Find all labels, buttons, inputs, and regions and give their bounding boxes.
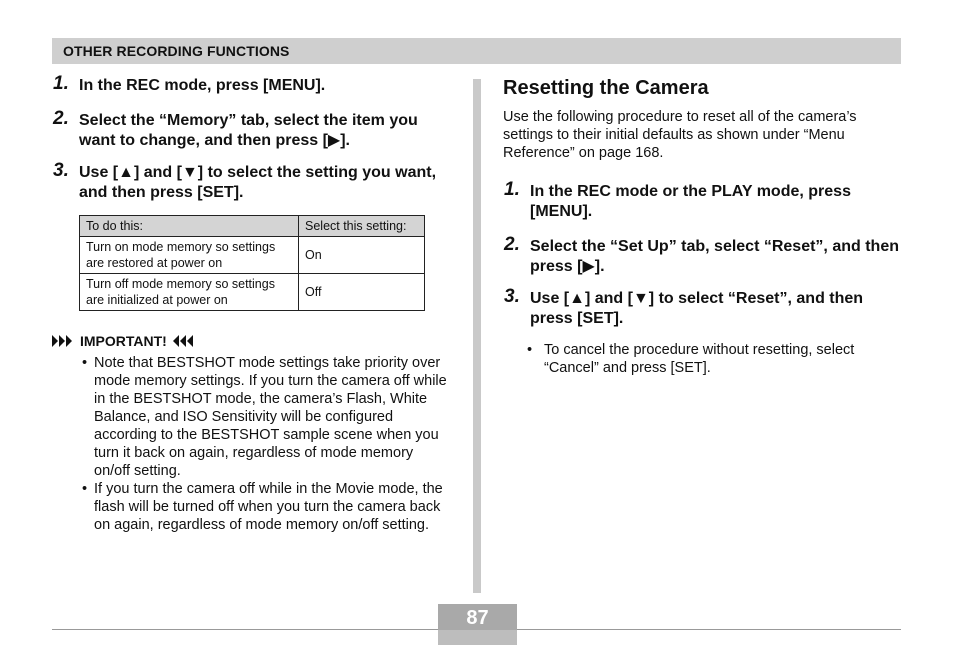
table-cell: On [299,237,425,274]
right-column [503,76,903,377]
page-number-box [438,604,517,645]
table-row [80,274,425,311]
right-step-3 [503,286,903,329]
list-item: • Note that BESTSHOT mode settings take priority over mode memory settings. If you turn the camera off while in the BESTSHOT mode, the camera’s Flash, White Balance, and ISO Sensitivity will be configured according to the BESTSHOT sample scene when you turn it back on again, regardless of mode memory on/off setting. [82,354,452,480]
table-cell: Turn off mode memory so settings are initialized at power on [80,274,299,311]
table-row [80,237,425,274]
arrows-right-icon [52,335,74,347]
intro-paragraph: Use the following procedure to reset all of the camera’s settings to their initial defaults as shown under “Menu Reference” on page 168. [503,109,857,161]
step-number: 3. [504,286,520,307]
step-text: Use [▲] and [▼] to select the setting you want, and then press [SET]. [79,164,437,201]
table-header-row [80,216,425,237]
step-number: 2. [504,234,520,255]
list-item: • If you turn the camera off while in the Movie mode, the flash will be turned off when you turn the camera back on again, regardless of mode memory on/off setting. [82,480,452,534]
important-bullet-list [82,354,452,534]
step-text: Use [▲] and [▼] to select “Reset”, and then press [SET]. [530,290,864,327]
left-step-3 [52,160,452,203]
reset-bullet-list [527,341,903,377]
left-step-2 [52,108,452,151]
page-number: 87 [466,607,489,629]
section-header-bar [52,38,901,64]
section-title: Resetting the Camera [503,77,709,99]
right-step-1 [503,179,903,222]
step-number: 1. [53,73,69,94]
section-header-title: OTHER RECORDING FUNCTIONS [63,43,290,59]
settings-table [79,215,425,311]
table-cell: Off [299,274,425,311]
list-item: • To cancel the procedure without resetting, select “Cancel” and press [SET]. [527,341,903,377]
table-header-cell: Select this setting: [299,216,425,237]
left-step-1 [52,73,452,96]
right-step-2 [503,234,903,277]
step-text: In the REC mode or the PLAY mode, press [MENU]. [530,183,851,220]
important-note-heading [52,333,452,349]
table-header-cell: To do this: [80,216,299,237]
table-cell: Turn on mode memory so settings are restored at power on [80,237,299,274]
step-number: 2. [53,108,69,129]
step-text: Select the “Memory” tab, select the item you want to change, and then press [▶]. [79,112,418,149]
step-text: Select the “Set Up” tab, select “Reset”, and then press [▶]. [530,238,899,275]
arrows-left-icon [173,335,195,347]
step-number: 1. [504,179,520,200]
step-text: In the REC mode, press [MENU]. [79,77,326,94]
column-divider [473,79,481,593]
important-label: IMPORTANT! [80,333,167,349]
left-column [52,73,452,534]
step-number: 3. [53,160,69,181]
